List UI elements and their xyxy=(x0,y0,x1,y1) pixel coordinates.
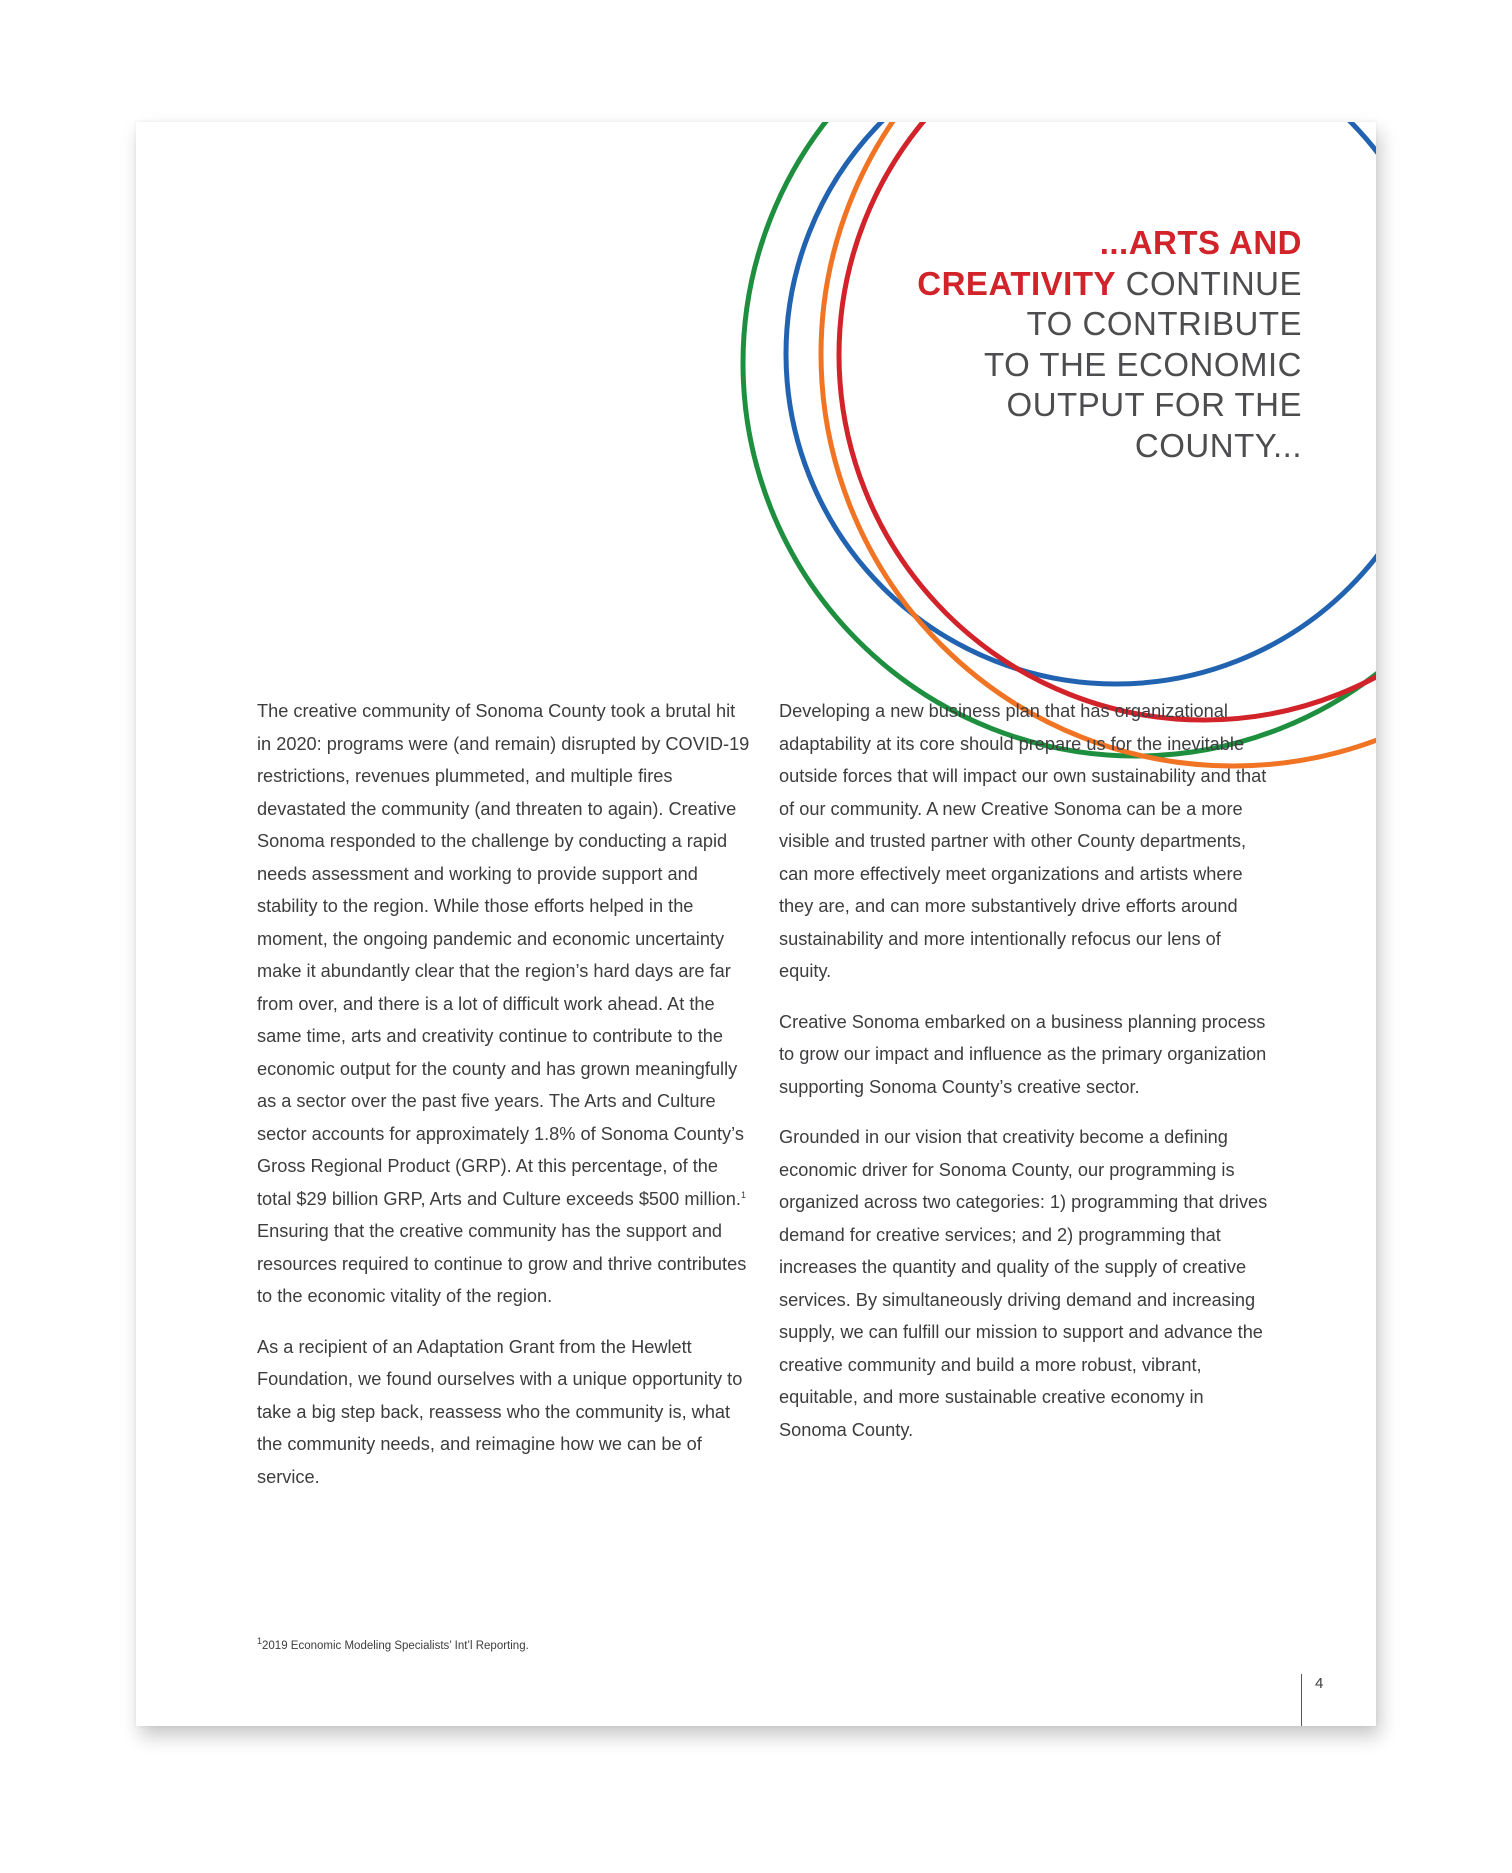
right-paragraph-3: Grounded in our vision that creativity become a defining economic driver for Sonoma County, our programming is organized across two categories: 1) programming that drives demand for creative services; and 2) programming that increases the quantity and quality of the supply of creative services. By simultaneously driving demand and increasing supply, we can fulfill our mission to support and advance the creative community and build a more robust, vibrant, equitable, and more sustainable creative economy in Sonoma County. xyxy=(779,1127,1268,1440)
right-paragraph-2: Creative Sonoma embarked on a business planning process to grow our impact and influence as the primary organization supporting Sonoma County’s creative sector. xyxy=(779,1011,1267,1097)
headline-red-word: CREATIVITY xyxy=(917,264,1116,302)
pull-quote-headline xyxy=(917,223,1302,466)
headline-line-6: COUNTY... xyxy=(1134,426,1302,464)
headline-line-4: TO THE ECONOMIC xyxy=(984,345,1302,383)
headline-continue: CONTINUE xyxy=(1116,264,1302,302)
left-text-column xyxy=(257,695,757,1511)
headline-red-lead: ...ARTS AND xyxy=(1099,224,1302,261)
right-text-column xyxy=(779,695,1274,1464)
footnote-text: 2019 Economic Modeling Specialists’ Int’l Reporting. xyxy=(262,1640,529,1652)
footnote-reference: 1 xyxy=(740,1189,746,1200)
left-paragraph-2: As a recipient of an Adaptation Grant from the Hewlett Foundation, we found ourselves with a unique opportunity to take a big step back, reassess who the community is, what the community needs, and reimagine how we can be of service. xyxy=(257,1336,743,1487)
left-p1-text-continued: Ensuring that the creative community has the support and resources required to continue to grow and thrive contributes to the economic vitality of the region. xyxy=(257,1188,757,1306)
headline-line-2 xyxy=(917,264,1302,305)
headline-line-5: OUTPUT FOR THE xyxy=(1006,386,1302,423)
page-number-divider xyxy=(1301,1674,1302,1726)
footnote-marker: 1 xyxy=(257,1636,263,1647)
right-paragraph-1: Developing a new business plan that has organizational adaptability at its core should prepare us for the inevitable outside forces that will impact our own sustainability and that of our community. A new Creative Sonoma can be a more visible and trusted partner with other County departments, can more effectively meet organizations and artists where they are, and can more substantively drive efforts around sustainability and more intentionally refocus our lens of equity. xyxy=(779,701,1267,981)
page-number: 4 xyxy=(1315,1675,1324,1692)
left-p1-text: The creative community of Sonoma County took a brutal hit in 2020: programs were (and remain) disrupted by COVID-19 restrictions, revenues plummeted, and multiple fires devastated the community (and threaten to again). Creative Sonoma responded to the challenge by conducting a rapid needs assessment and working to provide support and stability to the region. While those efforts helped in the moment, the ongoing pandemic and economic uncertainty make it abundantly clear that the region’s hard days are far from over, and there is a lot of difficult work ahead. At the same time, arts and creativity continue to contribute to the economic output for the county and has grown meaningfully as a sector over the past five years. The Arts and Culture sector accounts for approximately 1.8% of Sonoma County’s Gross Regional Product (GRP). At this percentage, of the total $29 billion GRP, Arts and Culture exceeds $500 million. xyxy=(257,701,750,1209)
headline-line-3: TO CONTRIBUTE xyxy=(1026,305,1302,342)
footnote xyxy=(257,1636,529,1652)
headline-line-1 xyxy=(917,223,1302,264)
left-paragraph-1 xyxy=(257,695,757,1313)
report-page xyxy=(136,122,1376,1726)
